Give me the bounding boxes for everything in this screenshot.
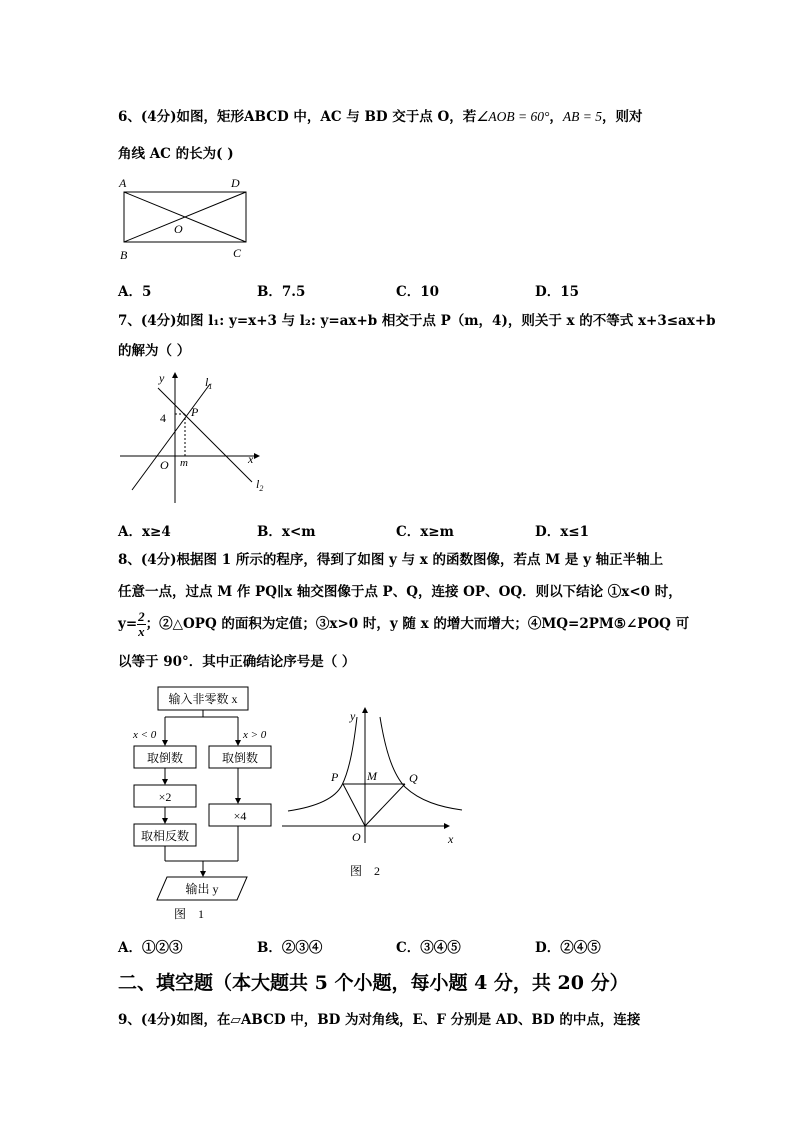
label-d: D: [231, 176, 240, 190]
q7-stem-line2: 的解为（ ）: [118, 343, 191, 359]
y-axis-arrow: [362, 707, 368, 713]
q8-option-a[interactable]: A．①②③: [118, 940, 183, 956]
segment-op: [343, 784, 365, 826]
q9-stem-line1: 9、(4分)如图，在▱ABCD 中，BD 为对角线，E、F 分别是 AD、BD 的中点，连接: [118, 1012, 641, 1028]
q8-option-d[interactable]: D．②④⑤: [535, 940, 601, 956]
q8-stem-line1: 8、(4分)根据图 1 所示的程序，得到了如图 y 与 x 的函数图像，若点 M 是 y 轴正半轴上: [118, 552, 664, 568]
q6-option-a[interactable]: A．5: [118, 284, 152, 300]
fraction-numerator: 2: [138, 609, 145, 624]
q8-y-equals: y=: [118, 616, 138, 632]
label-m: m: [180, 457, 188, 469]
label-o: O: [160, 458, 169, 472]
flow-cond-negative: x < 0: [133, 729, 157, 741]
label-c: C: [233, 246, 242, 260]
flow-input-text: 输入非零数 x: [168, 692, 238, 706]
label-y: y: [350, 709, 356, 723]
flow-cond-positive: x > 0: [243, 729, 267, 741]
q6-ab-expression: AB = 5: [562, 109, 602, 124]
q6-stem-line2: 角线 AC 的长为( ): [118, 146, 234, 162]
flow-caption: 图 1: [173, 907, 205, 921]
label-l2: $l_2$: [256, 477, 264, 493]
q8-stem-line3-rest: ；②△OPQ 的面积为定值；③x>0 时，y 随 x 的增大而增大；④MQ=2PM⑤∠POQ 可: [145, 616, 690, 632]
flow-negate-text: 取相反数: [140, 829, 190, 843]
flow-times2-text: ×2: [158, 790, 172, 804]
label-p: P: [331, 770, 339, 784]
label-o: O: [174, 222, 183, 236]
flow-output-text: 输出 y: [185, 882, 219, 896]
flow-recip-left-text: 取倒数: [146, 751, 184, 765]
q6-angle-expression: ∠AOB = 60°: [476, 109, 550, 124]
flow-times4-text: ×4: [233, 809, 247, 823]
label-o: O: [352, 830, 361, 844]
q7-option-d[interactable]: D．x≤1: [535, 524, 589, 540]
q6-stem-line1: [118, 108, 642, 126]
y-axis-arrow: [172, 372, 178, 378]
q8-stem-line3: [118, 609, 689, 639]
label-q: Q: [409, 771, 418, 785]
q7-lines-graph: [118, 370, 278, 505]
q6-stem-text-b: ，则对: [601, 109, 643, 125]
q8-function-graph: [280, 703, 470, 888]
q6-option-c[interactable]: C．10: [396, 284, 440, 300]
flow-recip-right-text: 取倒数: [221, 751, 259, 765]
q6-stem-text-a: 6、(4分)如图，矩形ABCD 中，AC 与 BD 交于点 O，若: [118, 109, 477, 125]
label-p: P: [191, 405, 199, 419]
q6-separator: ，: [549, 109, 563, 125]
q8-option-b[interactable]: B．②③④: [257, 940, 323, 956]
graph-caption: 图 2: [349, 864, 381, 878]
q8-option-c[interactable]: C．③④⑤: [396, 940, 461, 956]
label-a: A: [119, 176, 127, 190]
q6-option-b[interactable]: B．7.5: [257, 284, 306, 300]
q8-stem-line2: 任意一点，过点 M 作 PQ∥x 轴交图像于点 P、Q，连接 OP、OQ．则以下结论 ①x<0 时，: [118, 584, 682, 600]
q8-stem-line4: 以等于 90°．其中正确结论序号是（ ）: [118, 654, 356, 670]
q8-fraction: [137, 610, 146, 639]
q6-option-d[interactable]: D．15: [535, 284, 579, 300]
q6-rectangle-figure: [115, 172, 275, 264]
x-axis-arrow: [444, 823, 450, 829]
segment-oq: [365, 784, 405, 826]
label-x: x: [248, 452, 254, 466]
section-fill-in-title: 二、填空题（本大题共 5 个小题，每小题 4 分，共 20 分）: [118, 972, 629, 994]
curve-left-branch: [288, 717, 357, 811]
q7-option-c[interactable]: C．x≥m: [396, 524, 454, 540]
curve-right-branch: [380, 717, 462, 810]
label-y: y: [159, 371, 165, 385]
q7-stem-line1: 7、(4分)如图 l₁: y=x+3 与 l₂: y=ax+b 相交于点 P（m，4)，则关于 x 的不等式 x+3≤ax+b: [118, 313, 716, 329]
label-l1: $l_1$: [205, 375, 213, 391]
q7-option-b[interactable]: B．x<m: [257, 524, 316, 540]
line-l1: [132, 384, 210, 490]
x-axis-arrow: [254, 453, 260, 459]
label-x: x: [448, 832, 454, 846]
label-m: M: [367, 769, 377, 783]
fraction-denominator: x: [138, 624, 145, 639]
q8-flowchart: [125, 683, 265, 923]
label-b: B: [120, 248, 128, 262]
label-four: 4: [160, 411, 166, 425]
q7-option-a[interactable]: A．x≥4: [118, 524, 171, 540]
